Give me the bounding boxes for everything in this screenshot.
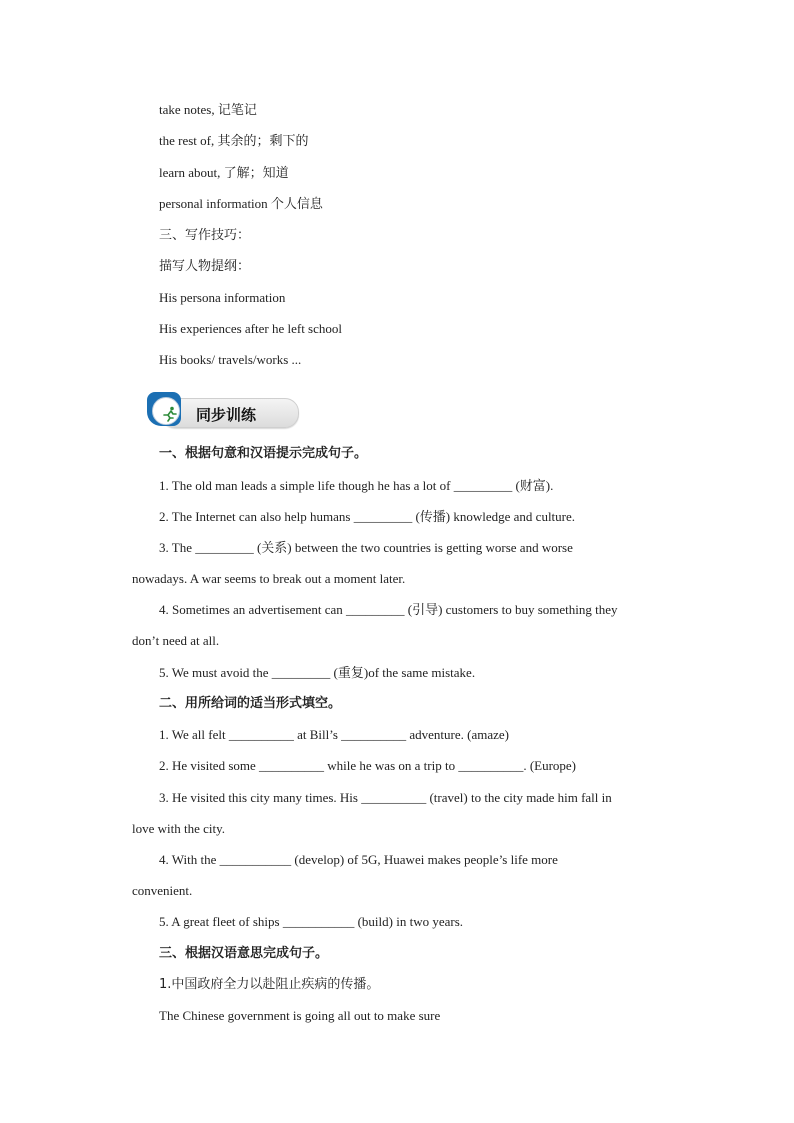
section-heading: 三、写作技巧： [159,228,251,243]
runner-icon [152,397,180,425]
runner-icon-glyph [162,406,178,422]
outline-title: 描写人物提纲： [159,259,251,274]
exercise-line: 5. A great fleet of ships ___________ (build) in two years. [159,914,464,929]
exercise-line: 5. We must avoid the _________ (重复)of the same mistake. [159,665,476,680]
exercise-line: convenient. [132,883,193,898]
banner-pill [161,398,299,428]
outline-item: His books/ travels/works ... [159,352,302,367]
outline-item: His persona information [159,290,286,305]
exercise-line: love with the city. [132,821,226,836]
vocab-item: learn about, 了解；知道 [159,165,289,180]
exercise-line: nowadays. A war seems to break out a moment later. [132,571,406,586]
exercise-line: 2. The Internet can also help humans _________ (传播) knowledge and culture. [159,509,576,524]
exercise-line: don’t need at all. [132,633,220,648]
exercise-line: 3. The _________ (关系) between the two countries is getting worse and worse [159,540,573,555]
part3-title: 三、根据汉语意思完成句子。 [159,946,329,961]
exercise-line: 1.中国政府全力以赴阻止疾病的传播。 [159,977,380,992]
exercise-line: 1. The old man leads a simple life though he has a lot of _________ (财富). [159,478,554,493]
practice-banner [147,392,299,432]
exercise-line: 2. He visited some __________ while he was on a trip to __________. (Europe) [159,758,577,773]
exercise-line: 4. With the ___________ (develop) of 5G, Huawei makes people’s life more [159,852,558,867]
exercise-line: The Chinese government is going all out to make sure [159,1008,441,1023]
exercise-line: 4. Sometimes an advertisement can _________ (引导) customers to buy something they [159,602,618,617]
exercise-line: 1. We all felt __________ at Bill’s __________ adventure. (amaze) [159,727,509,742]
part1-title: 一、根据句意和汉语提示完成句子。 [159,446,368,461]
outline-item: His experiences after he left school [159,321,343,336]
vocab-item: take notes, 记笔记 [159,102,257,117]
vocab-item: personal information 个人信息 [159,196,323,211]
banner-badge [147,392,181,426]
vocab-item: the rest of, 其余的；剩下的 [159,133,309,148]
exercise-line: 3. He visited this city many times. His __________ (travel) to the city made him fall in [159,790,612,805]
banner-label: 同步训练 [196,406,257,424]
part2-title: 二、用所给词的适当形式填空。 [159,696,342,711]
